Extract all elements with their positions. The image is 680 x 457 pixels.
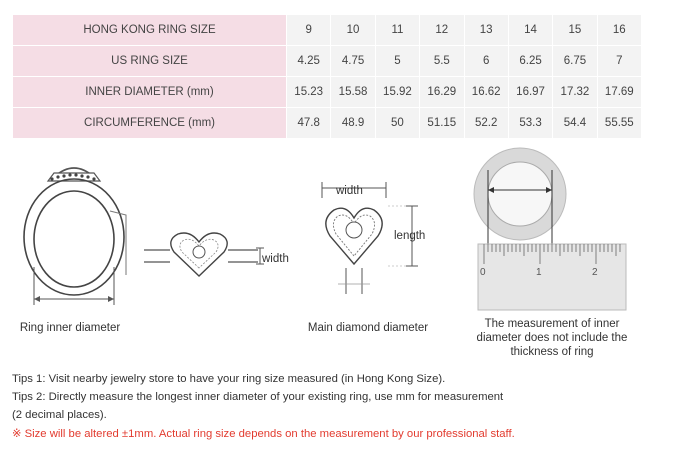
ring-inner-diameter-illustration [14, 155, 134, 315]
ring-band-width-illustration [140, 222, 270, 282]
table-row [13, 108, 642, 139]
table-cell: 51.15 [420, 108, 464, 139]
table-cell: 5 [375, 46, 419, 77]
table-cell: 17.69 [597, 77, 641, 108]
table-row [13, 77, 642, 108]
table-cell: 14 [508, 15, 552, 46]
table-cell: 47.8 [287, 108, 331, 139]
table-cell: 55.55 [597, 108, 641, 139]
row-header-hk-size: HONG KONG RING SIZE [13, 15, 287, 46]
table-cell: 50 [375, 108, 419, 139]
table-cell: 15.92 [375, 77, 419, 108]
tip-1: Tips 1: Visit nearby jewelry store to have your ring size measured (in Hong Kong Size). [12, 373, 446, 385]
table-cell: 7 [597, 46, 641, 77]
label-diamond-length: length [394, 230, 426, 242]
caption-measurement-line-1: The measurement of inner [484, 318, 620, 330]
ring-ruler-measurement-illustration [470, 140, 630, 315]
table-cell: 52.2 [464, 108, 508, 139]
table-cell: 16 [597, 15, 641, 46]
table-cell: 4.75 [331, 46, 375, 77]
caption-measurement-line-2: diameter does not include the [476, 332, 628, 344]
table-cell: 16.62 [464, 77, 508, 108]
label-band-width: width [262, 253, 289, 265]
table-row [13, 15, 642, 46]
table-cell: 6 [464, 46, 508, 77]
label-diamond-width: width [336, 185, 363, 197]
ruler-tick-0: 0 [480, 267, 486, 278]
ruler-tick-2: 2 [592, 267, 598, 278]
table-cell: 15.23 [287, 77, 331, 108]
table-row [13, 46, 642, 77]
caption-main-diamond: Main diamond diameter [307, 322, 429, 334]
table-cell: 17.32 [553, 77, 597, 108]
table-cell: 10 [331, 15, 375, 46]
size-warning: ※ Size will be altered ±1mm. Actual ring size depends on the measurement by our professional staff. [12, 428, 515, 440]
table-cell: 6.75 [553, 46, 597, 77]
table-cell: 4.25 [287, 46, 331, 77]
tip-2: Tips 2: Directly measure the longest inner diameter of your existing ring, use mm for measurement [12, 391, 504, 403]
ruler-tick-1: 1 [536, 267, 542, 278]
ring-size-table [12, 14, 642, 139]
table-cell: 5.5 [420, 46, 464, 77]
table-cell: 15 [553, 15, 597, 46]
table-cell: 6.25 [508, 46, 552, 77]
table-cell: 15.58 [331, 77, 375, 108]
caption-ring-inner-diameter: Ring inner diameter [19, 322, 121, 334]
table-cell: 16.29 [420, 77, 464, 108]
caption-measurement-line-3: thickness of ring [510, 346, 594, 358]
row-header-us-size: US RING SIZE [13, 46, 287, 77]
tip-2-continued: (2 decimal places). [12, 409, 107, 421]
row-header-inner-diameter: INNER DIAMETER (mm) [13, 77, 287, 108]
table-cell: 16.97 [508, 77, 552, 108]
table-cell: 12 [420, 15, 464, 46]
table-cell: 48.9 [331, 108, 375, 139]
table-cell: 11 [375, 15, 419, 46]
row-header-circumference: CIRCUMFERENCE (mm) [13, 108, 287, 139]
main-diamond-illustration [318, 178, 428, 308]
table-cell: 53.3 [508, 108, 552, 139]
table-cell: 13 [464, 15, 508, 46]
table-cell: 9 [287, 15, 331, 46]
table-cell: 54.4 [553, 108, 597, 139]
